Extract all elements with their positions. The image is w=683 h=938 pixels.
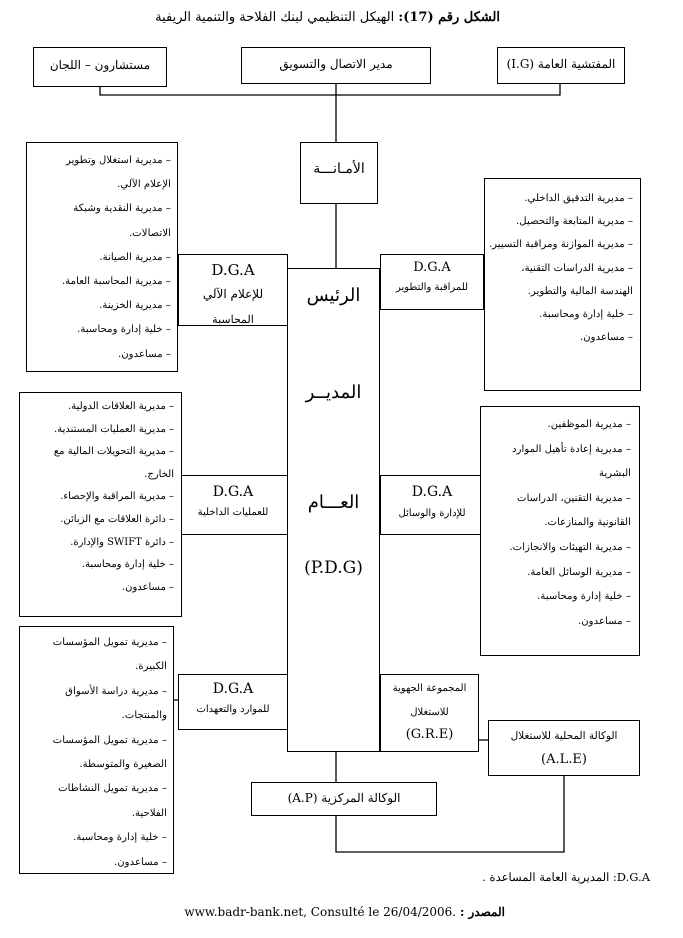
list-item: الكبيرة. bbox=[135, 661, 167, 673]
admin-list-box bbox=[480, 406, 640, 656]
dga-resources-abbr: D.G.A bbox=[212, 681, 254, 697]
list-item: الصغيرة والمتوسطة. bbox=[79, 758, 167, 770]
dga-it-name: للإعلام الآلي bbox=[202, 287, 264, 301]
list-item: – مديرية المراقبة والإحصاء. bbox=[60, 491, 174, 503]
list-item: – مديرية الموازنة ومراقبة التسيير. bbox=[488, 239, 633, 251]
dga-it-overflow: المحاسبة bbox=[212, 313, 254, 326]
advisors-box bbox=[33, 47, 167, 87]
list-item: – مديرية الصيانة. bbox=[99, 251, 171, 263]
list-item: – مساعدون. bbox=[579, 332, 633, 344]
list-item: – خلية إدارة ومحاسبة. bbox=[81, 559, 174, 571]
list-item: – مديرية تمويل المؤسسات bbox=[52, 734, 167, 746]
resources-list-box bbox=[19, 626, 174, 874]
list-item: – خلية إدارة ومحاسبة. bbox=[539, 308, 633, 320]
list-item: – مديرية الموظفين. bbox=[547, 419, 631, 430]
list-item: – مديرية الخزينة. bbox=[99, 300, 171, 312]
dga-resources-name: للموارد والتعهدات bbox=[196, 704, 270, 715]
it-list bbox=[29, 149, 171, 367]
ale-abbr: (A.L.E) bbox=[541, 752, 587, 767]
secretariat-label: الأمـانـــة bbox=[313, 161, 365, 177]
admin-list bbox=[483, 413, 631, 634]
dga-it-box bbox=[178, 254, 288, 326]
footnote bbox=[440, 870, 650, 884]
figure-number: الشكل رقم (17): bbox=[398, 10, 500, 25]
advisors-label: مستشارون – اللجان bbox=[49, 58, 151, 72]
list-item: – مديرية النقدية وشبكة bbox=[73, 203, 171, 215]
communication-box bbox=[241, 47, 431, 84]
pdg-abbreviation: (P.D.G) bbox=[304, 558, 363, 578]
dga-resources-box bbox=[178, 674, 288, 730]
source-label: المصدر : bbox=[459, 905, 505, 919]
list-item: – مديرية المتابعة والتحصيل. bbox=[516, 216, 633, 228]
operations-list-box bbox=[19, 392, 182, 617]
pdg-line-director: المديــر bbox=[305, 382, 362, 403]
list-item: – مديرية التهيئات والانجازات. bbox=[509, 541, 631, 553]
dga-admin-name: للإدارة والوسائل bbox=[398, 508, 466, 519]
list-item: – مديرية التقنين، الدراسات bbox=[517, 492, 631, 504]
audit-list-box bbox=[484, 178, 641, 391]
source-url: www.badr-bank.net, Consulté le 26/04/2006. bbox=[184, 905, 457, 919]
dga-audit-abbr: D.G.A bbox=[413, 260, 451, 275]
pdg-line-general: العـــام bbox=[307, 492, 360, 513]
list-item: – مديرية إعادة تأهيل الموارد bbox=[512, 443, 631, 455]
list-item: – مديرية دراسة الأسواق bbox=[65, 685, 167, 697]
ale-line-1: الوكالة المحلية للاستغلال bbox=[510, 730, 618, 742]
list-item: الفلاحية. bbox=[131, 807, 167, 819]
gre-box bbox=[380, 674, 479, 752]
pdg-line-president: الرئيس bbox=[306, 285, 361, 306]
list-item: – مديرية التحويلات المالية مع bbox=[53, 446, 174, 458]
list-item: – خلية إدارة ومحاسبة. bbox=[77, 324, 171, 336]
dga-it-abbr: D.G.A bbox=[211, 261, 255, 279]
list-item: – دائرة SWIFT والإدارة. bbox=[70, 536, 174, 548]
list-item: القانونية والمنازعات. bbox=[544, 517, 631, 529]
dga-operations-abbr: D.G.A bbox=[212, 484, 254, 500]
gre-line-2: للاستغلال bbox=[410, 707, 449, 718]
figure-caption: الهيكل التنظيمي لبنك الفلاحة والتنمية الريفية bbox=[155, 10, 395, 25]
communication-label: مدير الاتصال والتسويق bbox=[279, 57, 393, 71]
list-item: – مساعدون. bbox=[121, 581, 174, 593]
it-list-box bbox=[26, 142, 178, 372]
list-item: – مديرية تمويل النشاطات bbox=[58, 783, 167, 795]
inspection-label: المفتشية العامة (I.G) bbox=[506, 57, 616, 71]
pdg-box bbox=[287, 268, 380, 752]
list-item: والمنتجات. bbox=[121, 710, 167, 722]
footnote-abbr: D.G.A bbox=[616, 870, 650, 884]
gre-line-1: المجموعة الجهوية bbox=[392, 683, 467, 694]
list-item: – خلية إدارة ومحاسبة. bbox=[73, 832, 167, 844]
dga-admin-box bbox=[380, 475, 484, 535]
footnote-text: : المديرية العامة المساعدة . bbox=[482, 870, 617, 884]
dga-audit-name: للمراقبة والتطوير bbox=[395, 282, 469, 293]
list-item: – مديرية المحاسبة العامة. bbox=[61, 275, 171, 287]
list-item: – مساعدون. bbox=[113, 856, 167, 868]
source-line bbox=[150, 905, 505, 919]
list-item: – مديرية العمليات المستندية. bbox=[54, 423, 174, 435]
inspection-box bbox=[497, 47, 625, 84]
list-item: – خلية إدارة ومحاسبة. bbox=[537, 591, 631, 603]
list-item: – مديرية الوسائل العامة. bbox=[527, 566, 631, 578]
ap-box bbox=[251, 782, 437, 816]
dga-operations-name: للعمليات الداخلية bbox=[197, 507, 269, 518]
gre-abbr: (G.R.E) bbox=[405, 727, 454, 742]
ap-label: الوكالة المركزية (A.P) bbox=[287, 791, 401, 805]
list-item: الاتصالات. bbox=[128, 227, 171, 239]
list-item: الخارج. bbox=[144, 468, 174, 480]
resources-list bbox=[22, 631, 167, 875]
dga-admin-abbr: D.G.A bbox=[411, 484, 453, 500]
audit-list bbox=[487, 187, 633, 349]
list-item: – دائرة العلاقات مع الزبائن. bbox=[60, 513, 174, 525]
list-item: – مساعدون. bbox=[117, 348, 171, 360]
list-item: – مساعدون. bbox=[577, 615, 631, 627]
list-item: الإعلام الآلي. bbox=[117, 179, 171, 191]
list-item: – مديرية تمويل المؤسسات bbox=[52, 637, 167, 648]
secretariat-box bbox=[300, 142, 378, 204]
figure-title bbox=[150, 10, 500, 25]
dga-audit-box bbox=[380, 254, 484, 310]
list-item: – مديرية العلاقات الدولية. bbox=[68, 401, 174, 412]
dga-operations-box bbox=[178, 475, 288, 535]
list-item: – مديرية استغلال وتطوير bbox=[65, 155, 171, 166]
list-item: – مديرية التدقيق الداخلي. bbox=[524, 193, 633, 204]
list-item: – مديرية الدراسات التقنية، bbox=[521, 262, 633, 274]
list-item: البشرية bbox=[598, 468, 631, 480]
list-item: الهندسة المالية والتطوير. bbox=[527, 285, 633, 297]
operations-list bbox=[22, 396, 174, 599]
ale-box bbox=[488, 720, 640, 776]
